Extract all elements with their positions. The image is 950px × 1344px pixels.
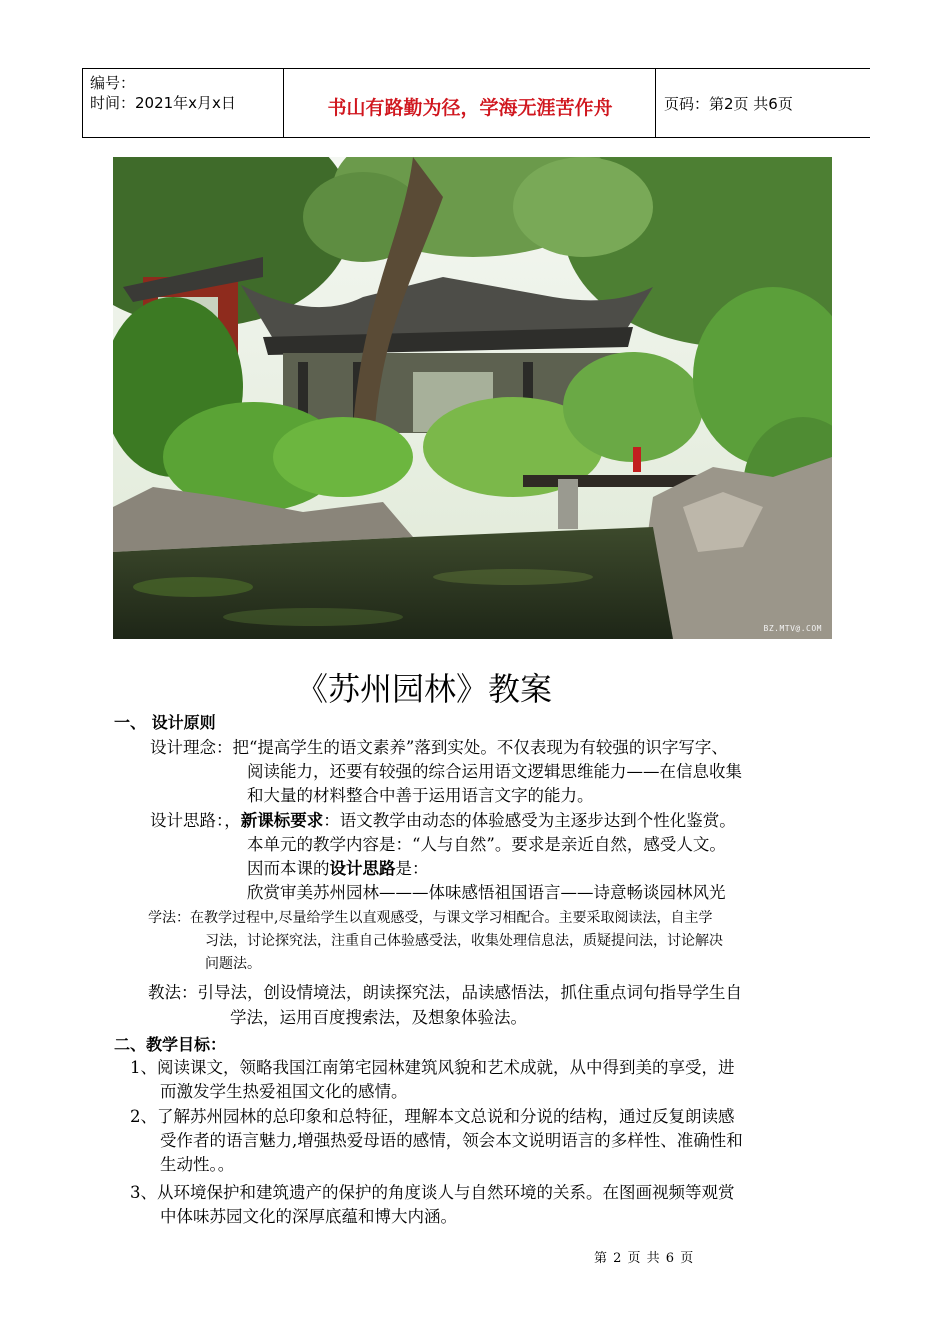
goal-line: 1、阅读课文，领略我国江南第宅园林建筑风貌和艺术成就，从中得到美的享受，进	[130, 1058, 735, 1077]
section-heading-2: 二、教学目标：	[114, 1035, 227, 1054]
idea-prefix: 设计思路：，	[150, 811, 241, 830]
section-heading-1: 一、 设计原则	[114, 713, 216, 732]
teach-method-line: 学法，运用百度搜索法，及想象体验法。	[230, 1008, 527, 1027]
idea-line3-prefix: 因而本课的	[247, 859, 330, 878]
garden-photo	[113, 157, 832, 639]
goal-line: 而激发学生热爱祖国文化的感情。	[160, 1082, 408, 1101]
design-idea-line: 本单元的教学内容是：“人与自然”。要求是亲近自然，感受人文。	[247, 835, 726, 854]
design-concept-line: 和大量的材料整合中善于运用语言文字的能力。	[247, 786, 594, 805]
document-title: 《苏州园林》教案	[296, 670, 553, 708]
header-page-code: 页码：第2页 共6页	[664, 95, 793, 113]
design-concept-line: 设计理念：把“提高学生的语文素养”落到实处。不仅表现为有较强的识字写字、	[150, 738, 728, 757]
teach-method-line: 教法：引导法，创设情境法，朗读探究法，品读感悟法，抓住重点词句指导学生自	[148, 983, 742, 1002]
study-method-line: 习法，讨论探究法，注重自己体验感受法，收集处理信息法，质疑提问法，讨论解决	[205, 933, 723, 949]
design-idea-line	[247, 857, 429, 881]
idea-bold: 新课标要求	[240, 811, 324, 830]
study-method-line: 学法：在教学过程中,尽量给学生以直观感受，与课文学习相配合。主要采取阅读法，自主学	[148, 910, 713, 926]
design-idea-line: 欣赏审美苏州园林———体味感悟祖国语言——诗意畅谈园林风光	[247, 883, 726, 902]
date-label: 时间：2021年x月x日	[90, 94, 236, 112]
idea-line3-suffix: 是：	[395, 859, 429, 878]
study-method-line: 问题法。	[205, 956, 261, 972]
idea-line3-bold: 设计思路	[329, 859, 396, 878]
header-divider	[82, 69, 83, 137]
design-concept-line: 阅读能力，还要有较强的综合运用语文逻辑思维能力——在信息收集	[247, 762, 742, 781]
page-header	[82, 68, 870, 138]
idea-rest: ：语文教学由动态的体验感受为主逐步达到个性化鉴赏。	[323, 811, 736, 830]
design-idea-line	[150, 809, 736, 833]
goal-line: 2、了解苏州园林的总印象和总特征，理解本文总说和分说的结构，通过反复朗读感	[130, 1107, 735, 1126]
header-meta	[90, 73, 236, 113]
goal-line: 3、从环境保护和建筑遗产的保护的角度谈人与自然环境的关系。在图画视频等观赏	[130, 1183, 735, 1202]
photo-watermark: BZ.MTV@.COM	[763, 624, 822, 633]
goal-line: 受作者的语言魅力,增强热爱母语的感情，领会本文说明语言的多样性、准确性和	[160, 1131, 743, 1150]
goal-line: 生动性。。	[160, 1155, 235, 1174]
page-footer: 第 2 页 共 6 页	[594, 1251, 695, 1266]
header-motto: 书山有路勤为径，学海无涯苦作舟	[327, 97, 613, 119]
goal-line: 中体味苏园文化的深厚底蕴和博大内涵。	[160, 1207, 457, 1226]
number-label: 编号：	[90, 74, 136, 92]
